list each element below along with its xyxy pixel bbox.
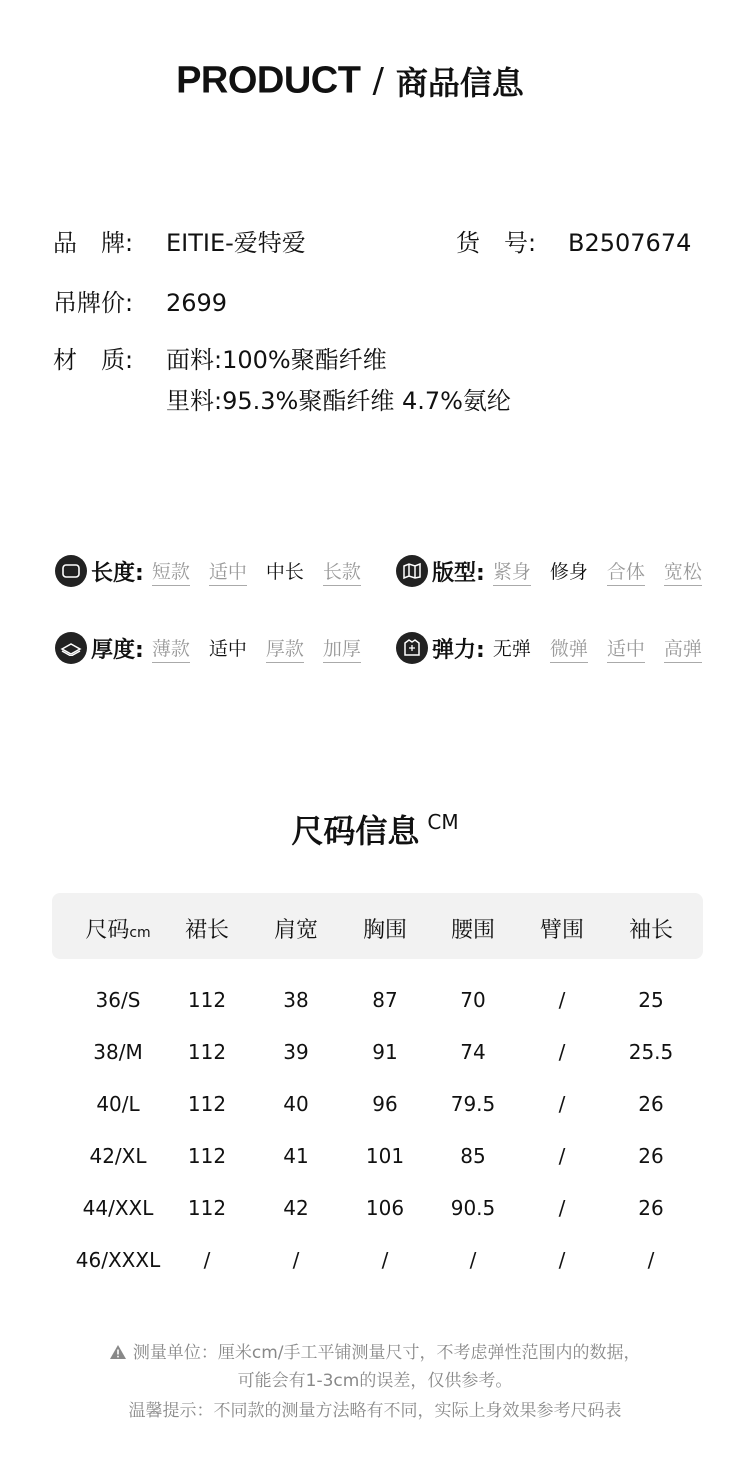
table-cell: 38 [283,988,309,1012]
title-zh: 商品信息 [395,64,524,102]
title-separator: / [372,61,384,101]
header-shoulder: 肩宽 [273,918,318,943]
table-cell: / [558,1040,566,1064]
attr-length [55,555,361,587]
table-cell: 101 [365,1144,405,1168]
option-slight-stretch: 微弹 [550,634,588,663]
header-waist: 腰围 [450,918,495,943]
table-cell: 90.5 [450,1196,496,1220]
sku-label: 货 号: [456,229,537,257]
header-sleeve: 袖长 [628,918,673,943]
warning-icon [109,1344,127,1360]
option-high-stretch: 高弹 [664,634,702,663]
option-slim: 修身 [549,560,588,583]
option-thick: 厚款 [266,634,304,663]
option-extra-thick: 加厚 [323,634,361,663]
table-row-size: 44/XXL [82,1196,154,1220]
table-cell: 25 [638,988,664,1012]
note-line-3: 温馨提示：不同款的测量方法略有不同，实际上身效果参考尺码表 [128,1401,622,1421]
brand-label: 品 牌: [53,229,134,257]
option-thin: 薄款 [152,634,190,663]
table-cell: 79.5 [450,1092,496,1116]
measure-note [0,1338,750,1363]
table-row-size: 40/L [96,1092,140,1116]
table-cell: 26 [638,1196,664,1220]
brand-value: EITIE-爱特爱 [166,229,306,257]
elasticity-icon [396,632,428,664]
table-row-size: 46/XXXL [75,1248,161,1272]
note-line-1: 测量单位：厘米cm/手工平铺测量尺寸，不考虑弹性范围内的数据， [132,1343,641,1363]
table-cell: 87 [372,988,398,1012]
attr-fit [396,555,702,587]
table-cell: / [292,1248,300,1272]
size-table-header [52,893,703,959]
size-title-text: 尺码信息 [291,812,420,850]
option-midlength: 中长 [265,560,304,583]
header-dress-length: 裙长 [184,918,229,943]
thickness-icon [55,632,87,664]
attr-label: 版型: [432,560,485,586]
sku-value: B2507674 [568,229,692,257]
attr-label: 厚度: [91,637,144,663]
option-medium-stretch: 适中 [607,634,645,663]
attr-label: 弹力: [432,637,485,663]
table-cell: 42 [283,1196,309,1220]
table-cell: / [203,1248,211,1272]
size-unit: CM [427,810,459,834]
size-section-title [0,806,750,852]
table-cell: 112 [187,1196,227,1220]
option-long: 长款 [323,557,361,586]
table-cell: 112 [187,1092,227,1116]
table-row-size: 42/XL [89,1144,147,1168]
table-cell: 40 [283,1092,309,1116]
table-cell: / [558,1196,566,1220]
table-cell: 70 [460,988,486,1012]
table-cell: 39 [283,1040,309,1064]
table-row-size: 38/M [93,1040,143,1064]
material-line-1: 面料:100%聚酯纤维 [166,346,387,374]
attr-thickness [55,632,361,664]
price-value: 2699 [166,289,228,317]
price-label: 吊牌价: [53,289,134,317]
table-cell: 96 [372,1092,398,1116]
table-cell: / [558,1248,566,1272]
attr-label: 长度: [91,560,144,586]
option-tight: 紧身 [493,557,531,586]
option-no-stretch: 无弹 [492,637,531,660]
option-medium: 适中 [209,557,247,586]
note-line-2: 可能会有1-3cm的误差，仅供参考。 [237,1371,513,1391]
header-arm: 臂围 [539,918,584,943]
header-bust: 胸围 [362,918,407,943]
header-size: 尺码cm [85,918,151,943]
attr-elasticity [396,632,702,664]
table-cell: 25.5 [628,1040,674,1064]
table-cell: / [558,1144,566,1168]
table-cell: 85 [460,1144,486,1168]
table-row-size: 36/S [95,988,141,1012]
table-cell: / [381,1248,389,1272]
table-cell: 112 [187,988,227,1012]
table-cell: 91 [372,1040,398,1064]
option-short: 短款 [152,557,190,586]
table-cell: / [558,988,566,1012]
fit-icon [396,555,428,587]
title-en: PRODUCT [176,59,361,102]
option-regular: 合体 [607,557,645,586]
dress-length-icon [55,555,87,587]
table-cell: 112 [187,1040,227,1064]
page-title [0,58,700,104]
table-cell: / [469,1248,477,1272]
table-cell: 41 [283,1144,309,1168]
table-cell: / [558,1092,566,1116]
option-loose: 宽松 [664,557,702,586]
table-cell: 106 [365,1196,405,1220]
material-line-2: 里料:95.3%聚酯纤维 4.7%氨纶 [166,387,511,415]
table-cell: 26 [638,1092,664,1116]
material-label: 材 质: [53,346,134,374]
table-cell: 112 [187,1144,227,1168]
table-cell: 74 [460,1040,486,1064]
option-medium: 适中 [208,637,247,660]
table-cell: 26 [638,1144,664,1168]
table-cell: / [647,1248,655,1272]
